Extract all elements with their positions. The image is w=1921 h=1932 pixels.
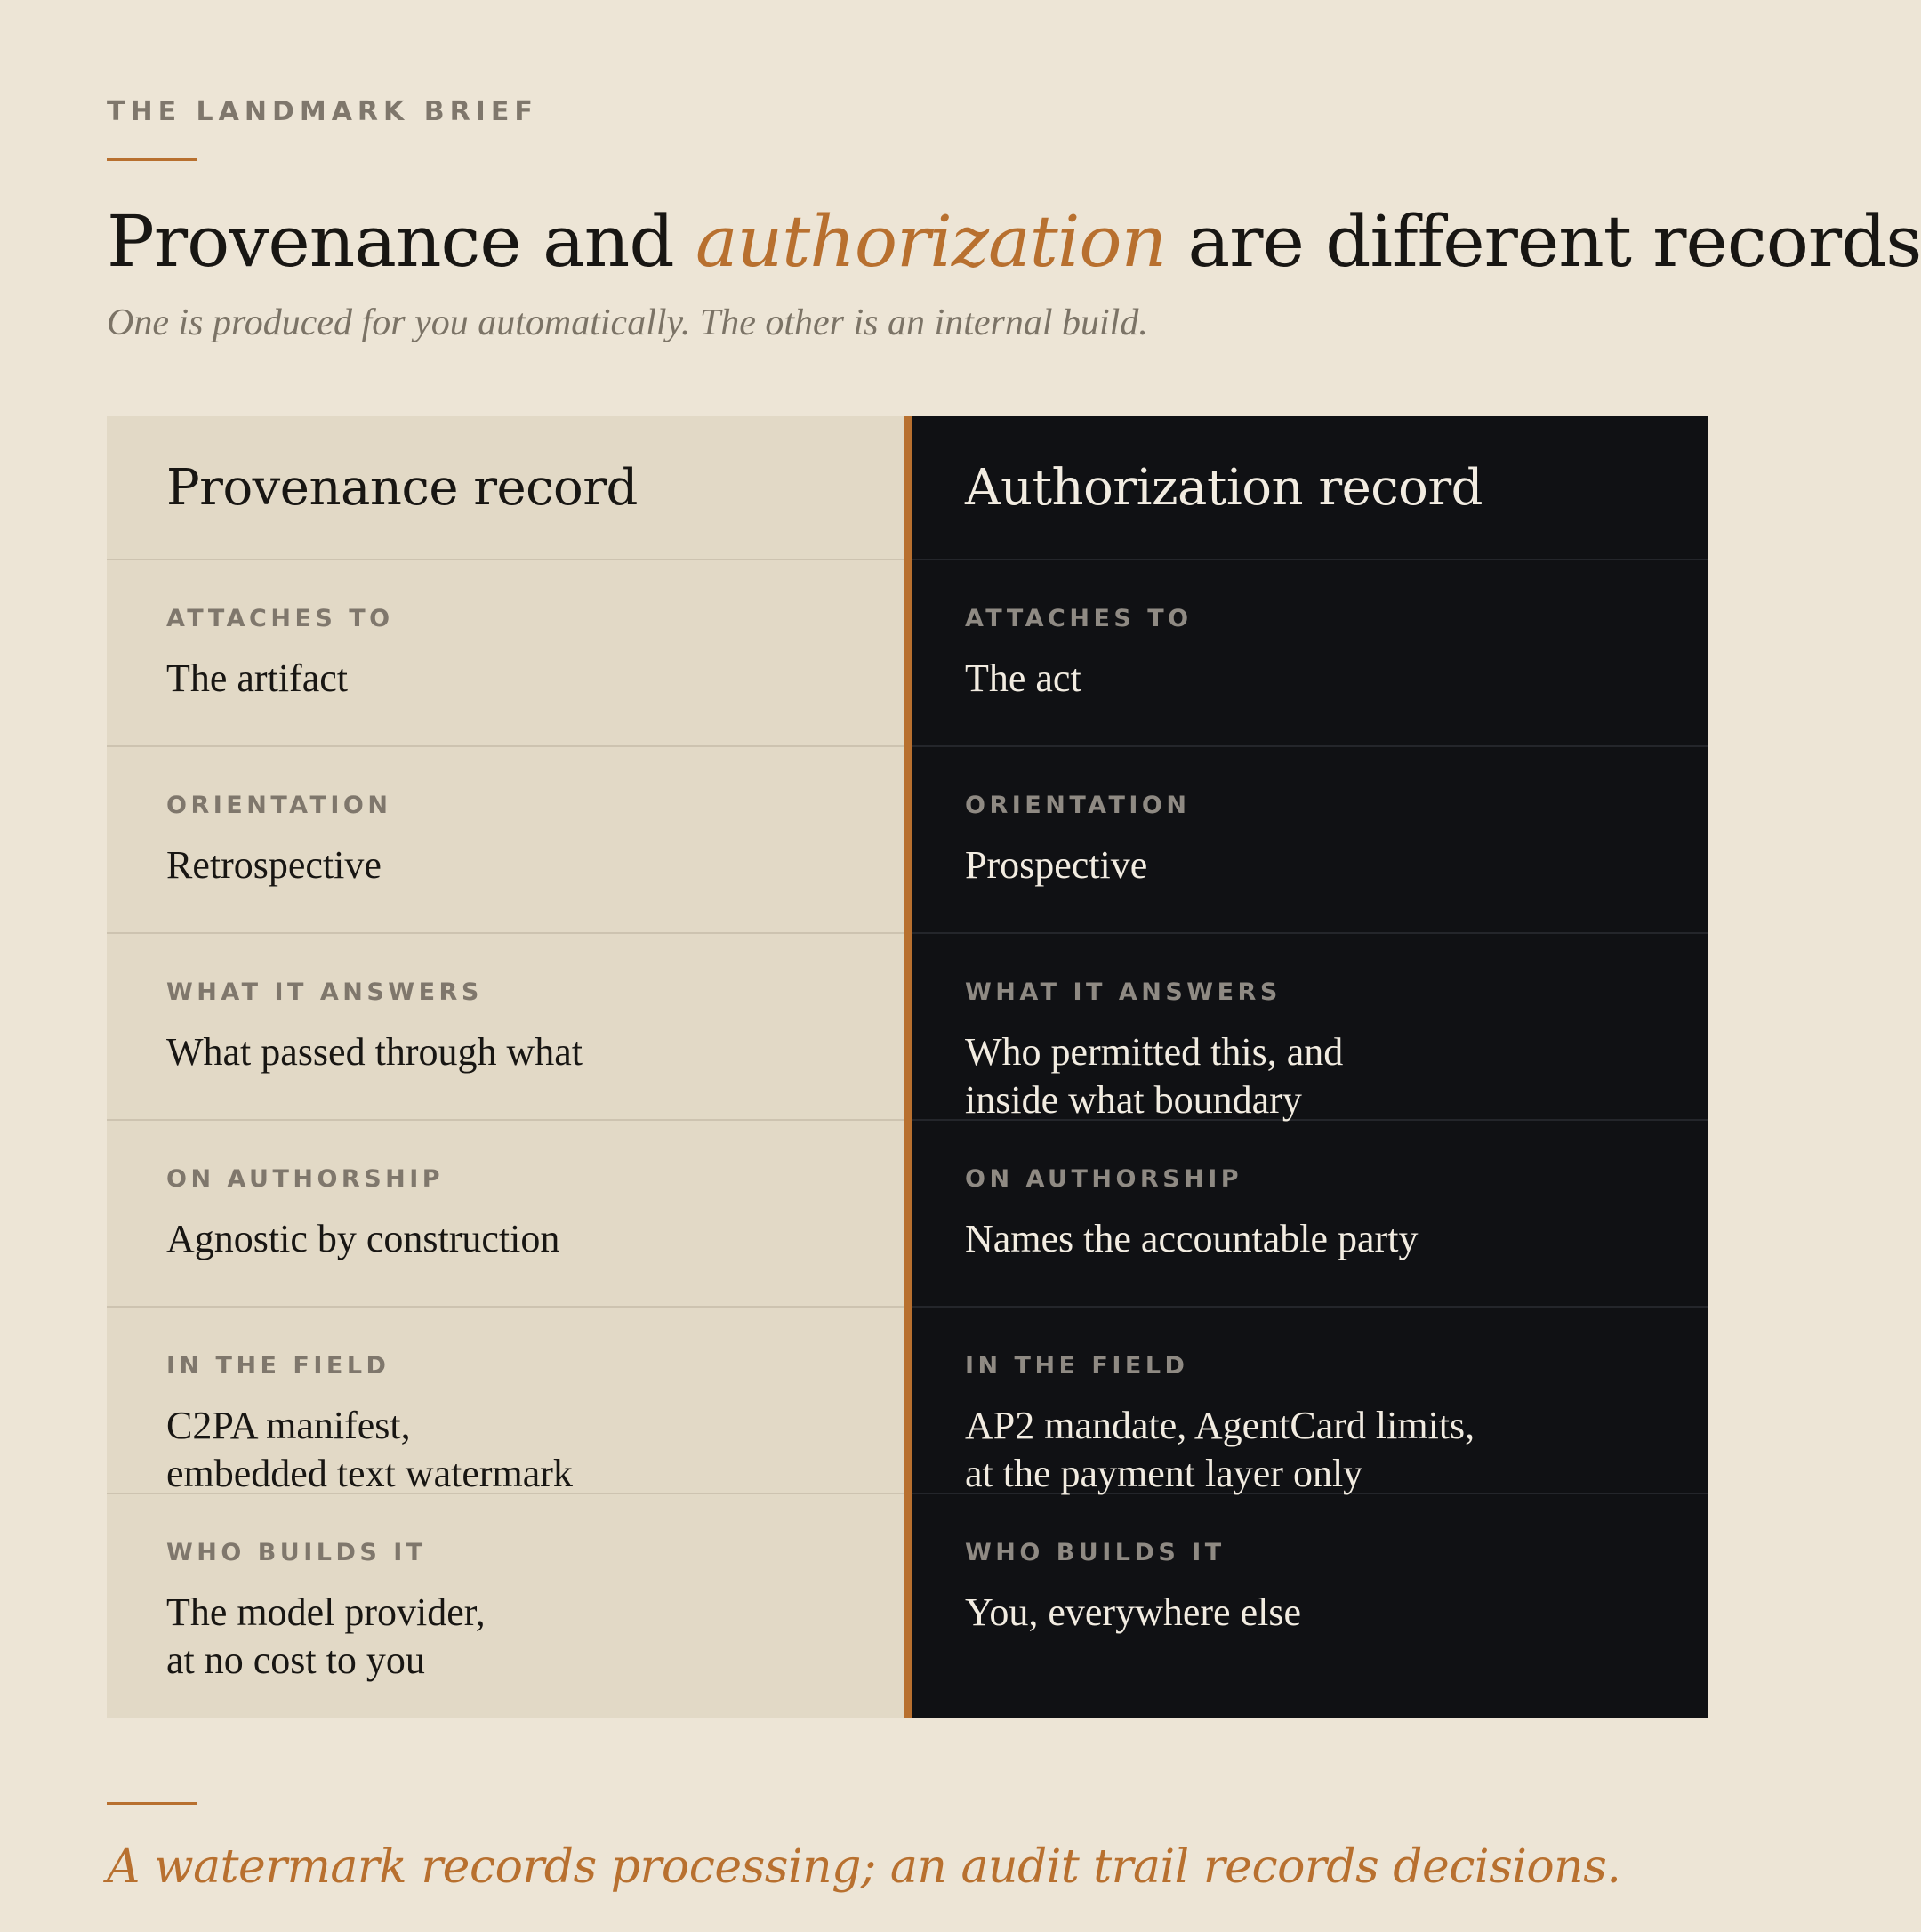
row-label: ATTACHES TO xyxy=(166,605,394,632)
comparison-table xyxy=(107,416,1708,1718)
authorization-row-authorship xyxy=(912,1121,1708,1308)
column-divider xyxy=(904,416,912,1718)
row-label: WHO BUILDS IT xyxy=(166,1539,427,1566)
row-value: Prospective xyxy=(965,843,1148,887)
row-label: ON AUTHORSHIP xyxy=(166,1165,445,1193)
row-label: IN THE FIELD xyxy=(965,1352,1189,1380)
row-label: ATTACHES TO xyxy=(965,605,1193,632)
row-label: ORIENTATION xyxy=(965,792,1191,819)
authorization-column-title: Authorization record xyxy=(912,416,1708,560)
row-value: C2PA manifest, embedded text watermark xyxy=(166,1404,573,1495)
row-label: WHAT IT ANSWERS xyxy=(166,978,483,1006)
row-value: Retrospective xyxy=(166,843,382,887)
eyebrow: THE LANDMARK BRIEF xyxy=(107,96,538,127)
row-value: The act xyxy=(965,656,1081,700)
authorization-row-orientation xyxy=(912,747,1708,934)
bottom-accent-rule xyxy=(107,1802,197,1805)
provenance-column xyxy=(107,416,904,1718)
provenance-column-title: Provenance record xyxy=(107,416,904,560)
provenance-row-attaches xyxy=(107,560,904,747)
row-label: ON AUTHORSHIP xyxy=(965,1165,1243,1193)
row-value: The artifact xyxy=(166,656,348,700)
authorization-column xyxy=(912,416,1708,1718)
row-value: You, everywhere else xyxy=(965,1590,1301,1634)
row-label: WHO BUILDS IT xyxy=(965,1539,1226,1566)
authorization-row-builder xyxy=(912,1494,1708,1716)
top-accent-rule xyxy=(107,158,197,161)
row-label: WHAT IT ANSWERS xyxy=(965,978,1282,1006)
closing-line: A watermark records processing; an audit trail records decisions. xyxy=(107,1840,1621,1894)
authorization-row-answers xyxy=(912,934,1708,1121)
row-label: IN THE FIELD xyxy=(166,1352,390,1380)
row-label: ORIENTATION xyxy=(166,792,392,819)
row-value: What passed through what xyxy=(166,1030,583,1074)
headline-after: are different records xyxy=(1166,200,1921,283)
row-value: Who permitted this, and inside what boundary xyxy=(965,1030,1344,1122)
provenance-row-answers xyxy=(107,934,904,1121)
authorization-row-field xyxy=(912,1308,1708,1494)
provenance-row-field xyxy=(107,1308,904,1494)
subhead: One is produced for you automatically. The other is an internal build. xyxy=(107,302,1148,343)
provenance-row-orientation xyxy=(107,747,904,934)
provenance-row-builder xyxy=(107,1494,904,1716)
row-value: Agnostic by construction xyxy=(166,1217,560,1260)
headline xyxy=(107,197,1921,286)
provenance-row-authorship xyxy=(107,1121,904,1308)
row-value: AP2 mandate, AgentCard limits, at the payment layer only xyxy=(965,1404,1475,1495)
headline-accent: authorization xyxy=(695,200,1167,283)
row-value: The model provider, at no cost to you xyxy=(166,1590,486,1682)
headline-before: Provenance and xyxy=(107,200,695,283)
authorization-row-attaches xyxy=(912,560,1708,747)
row-value: Names the accountable party xyxy=(965,1217,1419,1260)
